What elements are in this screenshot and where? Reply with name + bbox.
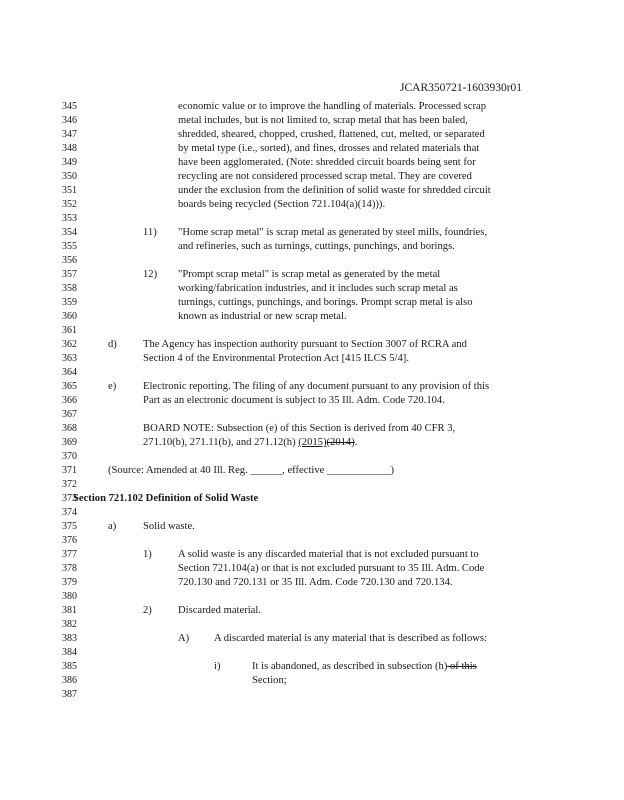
citation-text: 271.10(b), 271.11(b), and 271.12(h)	[143, 437, 299, 448]
line-number: 371	[62, 465, 77, 476]
text-line: economic value or to improve the handling of materials. Processed scrap	[178, 101, 487, 112]
clause-text: It is abandoned, as described in subsection (h)	[252, 661, 448, 672]
text-line: Part as an electronic document is subject to 35 Ill. Adm. Code 720.104.	[143, 395, 445, 406]
deleted-text: of this	[447, 661, 477, 672]
line-number: 354	[62, 227, 77, 238]
line-number: 367	[62, 409, 77, 420]
text-line: The Agency has inspection authority pursuant to Section 3007 of RCRA and	[143, 339, 467, 350]
line-number: 385	[62, 661, 77, 672]
line-number: 362	[62, 339, 77, 350]
text-line	[252, 660, 477, 674]
line-number: 357	[62, 269, 77, 280]
text-line: "Prompt scrap metal" is scrap metal as generated by the metal	[178, 269, 441, 280]
item-marker: 1)	[143, 549, 152, 560]
text-line: working/fabrication industries, and it includes such scrap metal as	[178, 283, 458, 294]
text-line: by metal type (i.e., sorted), and fines, drosses and related materials that	[178, 143, 480, 154]
text-line: A solid waste is any discarded material that is not excluded pursuant to	[178, 549, 479, 560]
line-number: 377	[62, 549, 77, 560]
line-number: 364	[62, 367, 77, 378]
line-number: 382	[62, 619, 77, 630]
line-number: 383	[62, 633, 77, 644]
line-number: 384	[62, 647, 77, 658]
text-line: under the exclusion from the definition of solid waste for shredded circuit	[178, 185, 491, 196]
citation-period: .	[354, 437, 358, 448]
line-number: 375	[62, 521, 77, 532]
line-number: 358	[62, 283, 77, 294]
item-marker: i)	[214, 661, 221, 672]
text-line: recycling are not considered processed scrap metal. They are covered	[178, 171, 472, 182]
line-number: 350	[62, 171, 77, 182]
line-number: 386	[62, 675, 77, 686]
line-number: 369	[62, 437, 77, 448]
line-number: 373	[62, 493, 77, 504]
text-line: "Home scrap metal" is scrap metal as generated by steel mills, foundries,	[178, 227, 488, 238]
text-line: boards being recycled (Section 721.104(a)(14))).	[178, 199, 386, 210]
subsection-marker: d)	[108, 339, 117, 350]
text-line: shredded, sheared, chopped, crushed, flattened, cut, melted, or separated	[178, 129, 485, 140]
subsection-marker: a)	[108, 521, 117, 532]
item-marker: 11)	[143, 227, 157, 238]
text-line: turnings, cuttings, punchings, and borings. Prompt scrap metal is also	[178, 297, 473, 308]
board-note-citation	[143, 436, 357, 450]
line-number: 346	[62, 115, 77, 126]
text-line: A discarded material is any material that is described as follows:	[214, 633, 488, 644]
line-number: 374	[62, 507, 77, 518]
deleted-text: (2014)	[326, 437, 355, 448]
line-number: 352	[62, 199, 77, 210]
text-line: Discarded material.	[178, 605, 261, 616]
item-marker: A)	[178, 633, 190, 644]
line-number: 379	[62, 577, 77, 588]
text-line: and refineries, such as turnings, cuttings, punchings, and borings.	[178, 241, 455, 252]
line-number: 363	[62, 353, 77, 364]
line-number: 365	[62, 381, 77, 392]
line-number: 376	[62, 535, 77, 546]
line-number: 368	[62, 423, 77, 434]
text-line: 720.130 and 720.131 or 35 Ill. Adm. Code 720.130 and 720.134.	[178, 577, 453, 588]
line-number: 387	[62, 689, 77, 700]
board-note: BOARD NOTE: Subsection (e) of this Section is derived from 40 CFR 3,	[143, 423, 456, 434]
line-number: 356	[62, 255, 77, 266]
text-line: metal includes, but is not limited to, scrap metal that has been baled,	[178, 115, 468, 126]
line-number: 370	[62, 451, 77, 462]
line-number: 347	[62, 129, 77, 140]
text-line: have been agglomerated. (Note: shredded circuit boards being sent for	[178, 157, 476, 168]
line-number: 360	[62, 311, 77, 322]
source-note: (Source: Amended at 40 Ill. Reg. ______, effective ____________)	[108, 465, 395, 476]
line-number: 359	[62, 297, 77, 308]
line-number: 353	[62, 213, 77, 224]
line-number: 381	[62, 605, 77, 616]
text-line: Electronic reporting. The filing of any document pursuant to any provision of this	[143, 381, 490, 392]
text-line: Section 721.104(a) or that is not excluded pursuant to 35 Ill. Adm. Code	[178, 563, 485, 574]
line-number: 380	[62, 591, 77, 602]
line-number: 361	[62, 325, 77, 336]
subsection-marker: e)	[108, 381, 117, 392]
text-line: Solid waste.	[143, 521, 195, 532]
document-id: JCAR350721-1603930r01	[400, 82, 523, 94]
line-number: 345	[62, 101, 77, 112]
line-number: 351	[62, 185, 77, 196]
inserted-text: (2015)	[298, 437, 327, 448]
item-marker: 12)	[143, 269, 158, 280]
line-number: 348	[62, 143, 77, 154]
line-number: 378	[62, 563, 77, 574]
text-line: known as industrial or new scrap metal.	[178, 311, 347, 322]
line-number: 355	[62, 241, 77, 252]
line-number: 349	[62, 157, 77, 168]
section-heading: Section 721.102 Definition of Solid Waste	[73, 493, 259, 504]
text-line: Section 4 of the Environmental Protection Act [415 ILCS 5/4].	[143, 353, 409, 364]
line-number: 372	[62, 479, 77, 490]
text-line: Section;	[252, 675, 287, 686]
line-number: 366	[62, 395, 77, 406]
item-marker: 2)	[143, 605, 152, 616]
